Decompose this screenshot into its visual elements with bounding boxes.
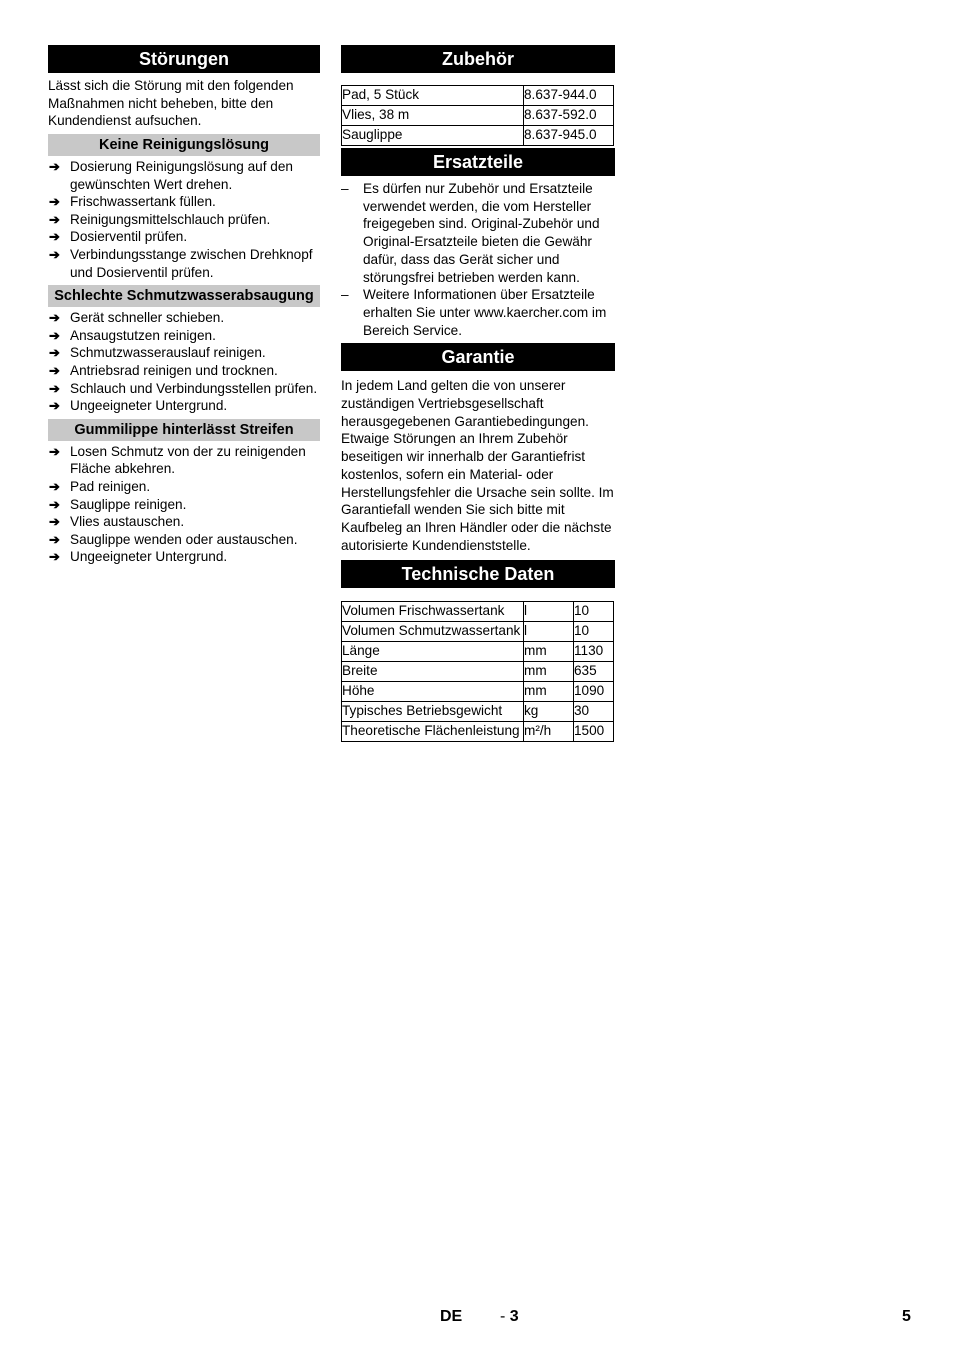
spare-parts-list [341,180,615,339]
arrow-icon: ➔ [49,211,60,227]
table-cell: 1500 [574,722,614,742]
table-row [342,722,614,742]
table-cell: 8.637-945.0 [524,126,614,146]
left-column [48,45,320,570]
table-cell: 30 [574,702,614,722]
table-cell: Sauglippe [342,126,524,146]
table-cell: 1090 [574,682,614,702]
list-item: ➔ Sauglippe reinigen. [49,496,187,512]
list-item: ➔ Frischwassertank füllen. [49,194,216,210]
tech-data-table [341,601,614,742]
arrow-icon: ➔ [49,327,60,343]
dash-icon: – [341,181,349,196]
table-row [342,602,614,622]
table-cell: Theoretische Flächenleistung [342,722,524,742]
list-item: ➔ Sauglippe wenden oder austauschen. [49,531,298,547]
section-title-garantie: Garantie [341,343,615,371]
table-cell: Volumen Schmutzwassertank [342,622,524,642]
list-item: – Weitere Informationen über Ersatzteile erhalten Sie unter www.kaercher.com im Bereich Service. [341,287,607,338]
section-title-zubehoer: Zubehör [341,45,615,73]
list-item: ➔ Reinigungsmittelschlauch prüfen. [49,211,271,227]
table-cell: Vlies, 38 m [342,106,524,126]
list-item: ➔ Antriebsrad reinigen und trocknen. [49,363,278,379]
list-item: ➔ Ungeeigneter Untergrund. [49,398,228,414]
table-cell: 1130 [574,642,614,662]
list-item: ➔ Losen Schmutz von der zu reinigenden Fläche abkehren. [49,443,306,477]
table-cell: Volumen Frischwassertank [342,602,524,622]
subheading-keine-reinigungsloesung: Keine Reinigungslösung [48,134,320,156]
arrow-icon: ➔ [49,398,60,414]
table-cell: 8.637-592.0 [524,106,614,126]
arrow-icon: ➔ [49,345,60,361]
right-column [341,45,615,742]
list-item: ➔ Dosierung Reinigungslösung auf den gewünschten Wert drehen. [49,159,293,192]
table-row [342,702,614,722]
arrow-icon: ➔ [49,380,60,396]
arrow-icon: ➔ [49,514,60,530]
table-row [342,106,614,126]
arrow-icon: ➔ [49,247,60,263]
section-title-stoerungen: Störungen [48,45,320,73]
section-title-ersatzteile: Ersatzteile [341,148,615,176]
table-cell: l [524,622,574,642]
table-row [342,126,614,146]
table-row [342,662,614,682]
warranty-paragraph: In jedem Land gelten die von unserer zuständigen Vertriebsgesellschaft herausgegebenen Garantiebedingungen. Etwaige Störungen an Ihrem Zubehör beseitigen wir innerhalb der Garantiefrist kostenlos, sofern ein Material- oder Herstellungsfehler die Ursache sein sollte. Im Garantiefall wenden Sie sich bitte mit Kaufbeleg an Ihren Händler oder die nächste autorisierte Kundendienststelle. [341,378,614,553]
section-title-technische-daten: Technische Daten [341,560,615,588]
list-item: ➔ Dosierventil prüfen. [49,229,188,245]
list-schlechte-absaugung [48,309,320,415]
table-cell: l [524,602,574,622]
table-cell: mm [524,682,574,702]
table-cell: kg [524,702,574,722]
list-item: ➔ Schmutzwasserauslauf reinigen. [49,345,266,361]
arrow-icon: ➔ [49,363,60,379]
arrow-icon: ➔ [49,229,60,245]
arrow-icon: ➔ [49,194,60,210]
list-keine-reinigungsloesung [48,158,320,281]
table-cell: m²/h [524,722,574,742]
list-item: ➔ Ansaugstutzen reinigen. [49,327,216,343]
subheading-schlechte-absaugung: Schlechte Schmutzwasserabsaugung [48,285,320,307]
table-cell: 10 [574,602,614,622]
footer-subpage: - 3 [500,1308,519,1325]
list-gummilippe [48,443,320,566]
table-row [342,642,614,662]
arrow-icon: ➔ [49,159,60,175]
table-cell: Pad, 5 Stück [342,86,524,106]
list-item: ➔ Gerät schneller schieben. [49,310,225,326]
list-item: – Es dürfen nur Zubehör und Ersatzteile verwendet werden, die vom Hersteller freigegeben sind. Original-Zubehör und Original-Ersatzteile bieten die Gewähr dafür, dass das Gerät sicher und störungsfrei betrieben werden kann. [341,181,600,285]
table-row [342,86,614,106]
table-cell: 8.637-944.0 [524,86,614,106]
list-item: ➔ Pad reinigen. [49,479,151,495]
page-number: 5 [902,1308,911,1325]
table-cell: Höhe [342,682,524,702]
dash-icon: – [341,287,349,303]
list-item: ➔ Vlies austauschen. [49,514,185,530]
footer-language: DE [440,1308,463,1325]
arrow-icon: ➔ [49,443,60,459]
table-cell: Typisches Betriebsgewicht [342,702,524,722]
table-cell: Breite [342,662,524,682]
table-row [342,682,614,702]
table-cell: 10 [574,622,614,642]
arrow-icon: ➔ [49,549,60,565]
list-item: ➔ Schlauch und Verbindungsstellen prüfen. [49,380,318,396]
arrow-icon: ➔ [49,479,60,495]
list-item: ➔ Verbindungsstange zwischen Drehknopf und Dosierventil prüfen. [49,247,313,280]
table-cell: 635 [574,662,614,682]
subheading-gummilippe: Gummilippe hinterlässt Streifen [48,419,320,441]
table-cell: mm [524,642,574,662]
arrow-icon: ➔ [49,531,60,547]
arrow-icon: ➔ [49,496,60,512]
accessories-table [341,85,614,146]
arrow-icon: ➔ [49,310,60,326]
list-item: ➔ Ungeeigneter Untergrund. [49,549,228,565]
table-cell: Länge [342,642,524,662]
table-cell: mm [524,662,574,682]
table-row [342,622,614,642]
intro-paragraph: Lässt sich die Störung mit den folgenden Maßnahmen nicht beheben, bitte den Kundendienst aufsuchen. [48,78,294,129]
